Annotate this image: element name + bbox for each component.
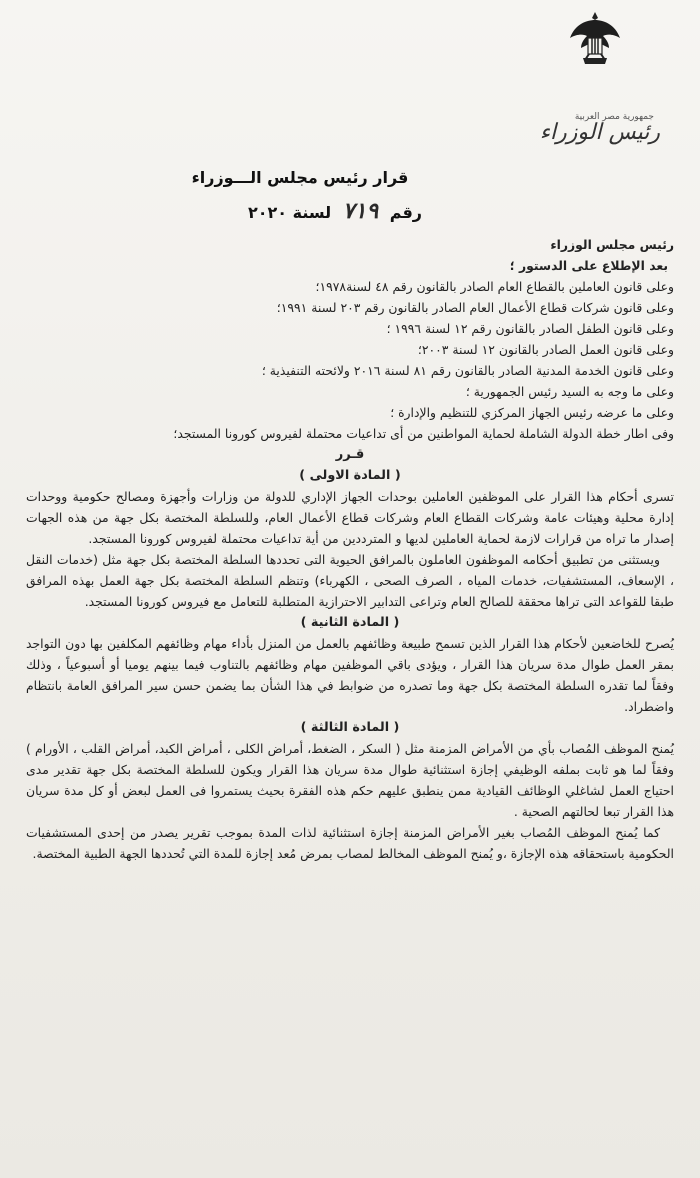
- preamble-intro: بعد الإطلاع على الدستور ؛: [509, 258, 668, 273]
- decree-body: [26, 234, 674, 864]
- article-paragraph: يُمنح الموظف المُصاب بأي من الأمراض المزمنة مثل ( السكر ، الضغط، أمراض الكلى ، أمراض الكبد، أمراض القلب ، الأورام ) وفقاً لما هو ثابت بملفه الوظيفي إجازة استثنائية طوال مدة سريان هذا القرار ويكون للسلطة المختصة بكل جهة تقدير مدى احتياج العمل لشاغلي الوظائف القيادية ممن ينطبق عليهم حكم هذه الفقرة بحيث يستمروا فى العمل لبعض أو كل مدة سريان هذا القرار تبعا لحالتهم الصحية .: [26, 741, 674, 819]
- preamble-item: وعلى قانون شركات قطاع الأعمال العام الصادر بالقانون رقم ٢٠٣ لسنة ١٩٩١؛: [276, 300, 674, 315]
- number-value: ٧١٩: [342, 198, 379, 224]
- preamble-item: وفى اطار خطة الدولة الشاملة لحماية المواطنين من أى تداعيات محتملة لفيروس كورونا المستجد؛: [173, 426, 674, 441]
- decree-title: قرار رئيس مجلس الـــوزراء: [191, 168, 409, 187]
- preamble-item: وعلى قانون الطفل الصادر بالقانون رقم ١٢ لسنة ١٩٩٦ ؛: [386, 321, 674, 336]
- eagle-emblem-icon: [567, 8, 623, 72]
- preamble-item: وعلى ما عرضه رئيس الجهاز المركزي للتنظيم والإدارة ؛: [390, 405, 674, 420]
- number-prefix: رقم: [389, 203, 422, 222]
- republic-label: جمهورية مصر العربية: [574, 112, 654, 122]
- article-paragraph: يُصرح للخاضعين لأحكام هذا القرار الذين تسمح طبيعة وظائفهم بالعمل من المنزل بأداء مهام وظائفهم المكلفين بها دون التواجد بمقر العمل طوال مدة سريان هذا القرار ، ويؤدى باقي الموظفين مهام وظائفهم بالتناوب فيما بينهم يوميا أو أسبوعياً ، وذلك وفقاً لما تقدره السلطة المختصة بكل جهة وما تصدره من ضوابط في هذا الشأن بما يضمن حسن سير المرافق العامة بانتظام واضطراد.: [26, 636, 674, 714]
- article-heading: ( المادة الثانية ): [300, 615, 400, 630]
- preamble-item: وعلى قانون الخدمة المدنية الصادر بالقانون رقم ٨١ لسنة ٢٠١٦ ولائحته التنفيذية ؛: [261, 363, 674, 378]
- office-signature: رئيس الوزراء: [539, 120, 660, 145]
- issuer: رئيس مجلس الوزراء: [550, 237, 674, 252]
- letterhead: [530, 8, 660, 144]
- article-heading: ( المادة الثالثة ): [300, 720, 400, 735]
- decree-number: [195, 198, 475, 224]
- article-paragraph: تسرى أحكام هذا القرار على الموظفين العاملين بوحدات الجهاز الإداري للدولة من وزارات وأجهزة ومصالح حكومية ووحدات إدارة محلية وهيئات عامة وشركات القطاع العام وشركات قطاع الأعمال العام، وللسلطة المختصة بكل جهة من هذه الجهات إصدار ما تراه من قرارات لازمة لحماية العاملين لديها و المترددين من أية تداعيات محتملة لفيروس كورونا المستجد.: [26, 489, 674, 546]
- article-heading: ( المادة الاولى ): [299, 468, 401, 483]
- number-year: لسنة ٢٠٢٠: [248, 203, 332, 222]
- article-paragraph: ويستثنى من تطبيق أحكامه الموظفون العاملون بالمرافق الحيوية التى تحددها السلطة المختصة بكل جهة مثل (خدمات النقل ، الإسعاف، المستشفيات، خدمات المياه ، الصرف الصحى ، الكهرباء) وتنظم السلطة المختصة بكل جهة العمل بهذه المرافق طبقا للقواعد التى تراها محققة للصالح العام وتراعى التدابير الاحترازية المتطلبة للتعامل مع فيروس كورونا المستجد.: [26, 552, 674, 609]
- decision-heading: قـرر: [335, 447, 365, 462]
- article-paragraph: كما يُمنح الموظف المُصاب بغير الأمراض المزمنة إجازة استثنائية لذات المدة بموجب تقرير يصدر من إحدى المستشفيات الحكومية باستحقاقه هذه الإجازة ،و يُمنح الموظف المخالط لمصاب بمرض مُعد إجازة للمدة التي تُحددها الجهة الطبية المختصة.: [26, 825, 674, 861]
- preamble-item: وعلى ما وجه به السيد رئيس الجمهورية ؛: [465, 384, 674, 399]
- preamble-item: وعلى قانون العمل الصادر بالقانون ١٢ لسنة ٢٠٠٣؛: [417, 342, 674, 357]
- preamble-item: وعلى قانون العاملين بالقطاع العام الصادر بالقانون رقم ٤٨ لسنة١٩٧٨؛: [315, 279, 674, 294]
